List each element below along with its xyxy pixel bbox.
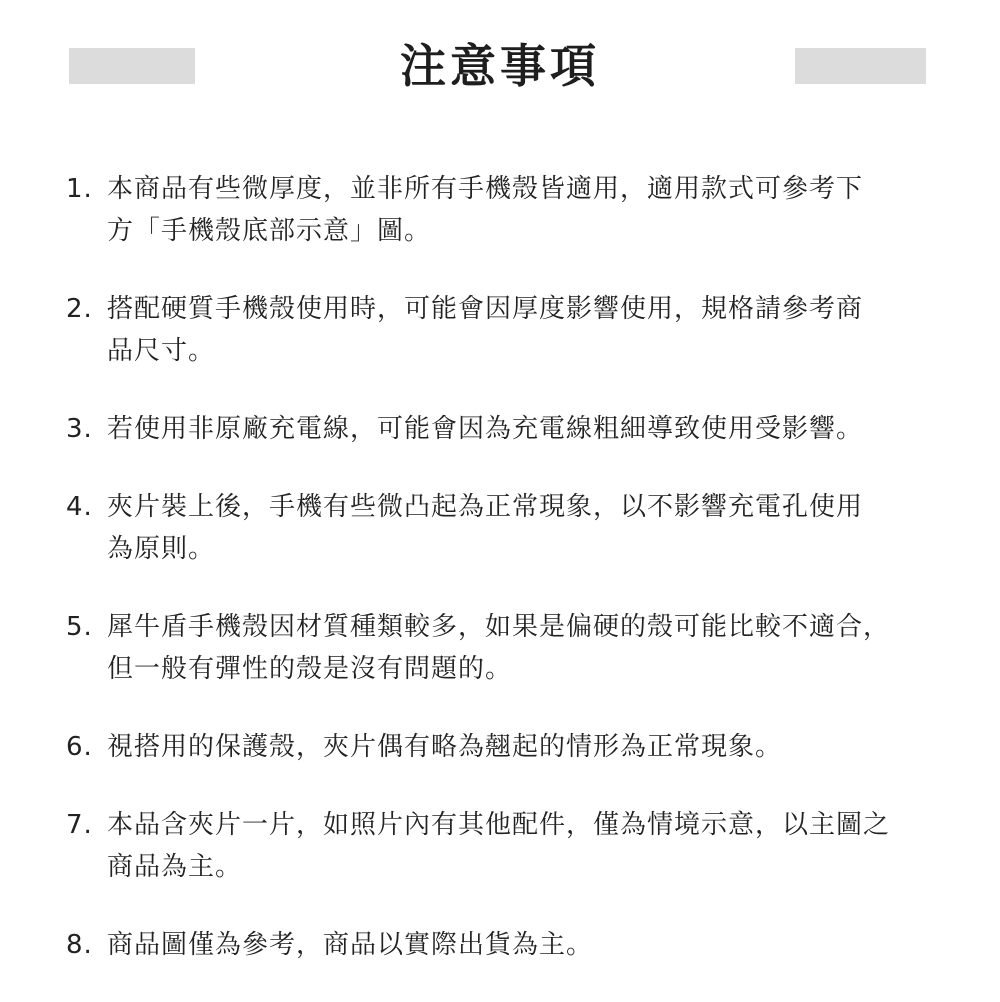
notice-text-line: 本商品有些微厚度，並非所有手機殼皆適用，適用款式可參考下 [107,174,864,204]
notice-text-line: 但一般有彈性的殼是沒有問題的。 [107,654,513,684]
notice-text-line: 夾片裝上後，手機有些微凸起為正常現象，以不影響充電孔使用 [107,492,864,522]
notice-text-line: 品尺寸。 [107,336,216,366]
notice-number: 3. [66,414,93,444]
notice-number: 4. [66,492,93,522]
notice-text-line: 方「手機殼底部示意」圖。 [107,216,432,246]
notice-number: 8. [66,930,93,960]
notice-item-5 [66,606,946,690]
notice-number: 1. [66,174,93,204]
notice-text-line: 犀牛盾手機殼因材質種類較多，如果是偏硬的殼可能比較不適合， [107,612,891,642]
notice-number: 2. [66,294,93,324]
notice-item-8 [66,924,946,966]
notice-text-line: 視搭用的保護殼，夾片偶有略為翹起的情形為正常現象。 [107,732,783,762]
page-title: 注意事項 [400,39,600,93]
notice-text-line: 為原則。 [107,534,216,564]
notice-item-7 [66,804,946,888]
notice-item-3 [66,408,946,450]
notice-number: 5. [66,612,93,642]
notice-item-2 [66,288,946,372]
notice-number: 7. [66,810,93,840]
notice-text-line: 本品含夾片一片，如照片內有其他配件，僅為情境示意，以主圖之 [107,810,891,840]
notice-number: 6. [66,732,93,762]
notice-text-line: 搭配硬質手機殼使用時，可能會因厚度影響使用，規格請參考商 [107,294,864,324]
notice-text-line: 若使用非原廠充電線，可能會因為充電線粗細導致使用受影響。 [107,414,864,444]
notice-text-line: 商品為主。 [107,852,243,882]
notice-list [66,168,946,1002]
notice-item-1 [66,168,946,252]
notice-item-6 [66,726,946,768]
notice-item-4 [66,486,946,570]
notice-text-line: 商品圖僅為參考，商品以實際出貨為主。 [107,930,594,960]
